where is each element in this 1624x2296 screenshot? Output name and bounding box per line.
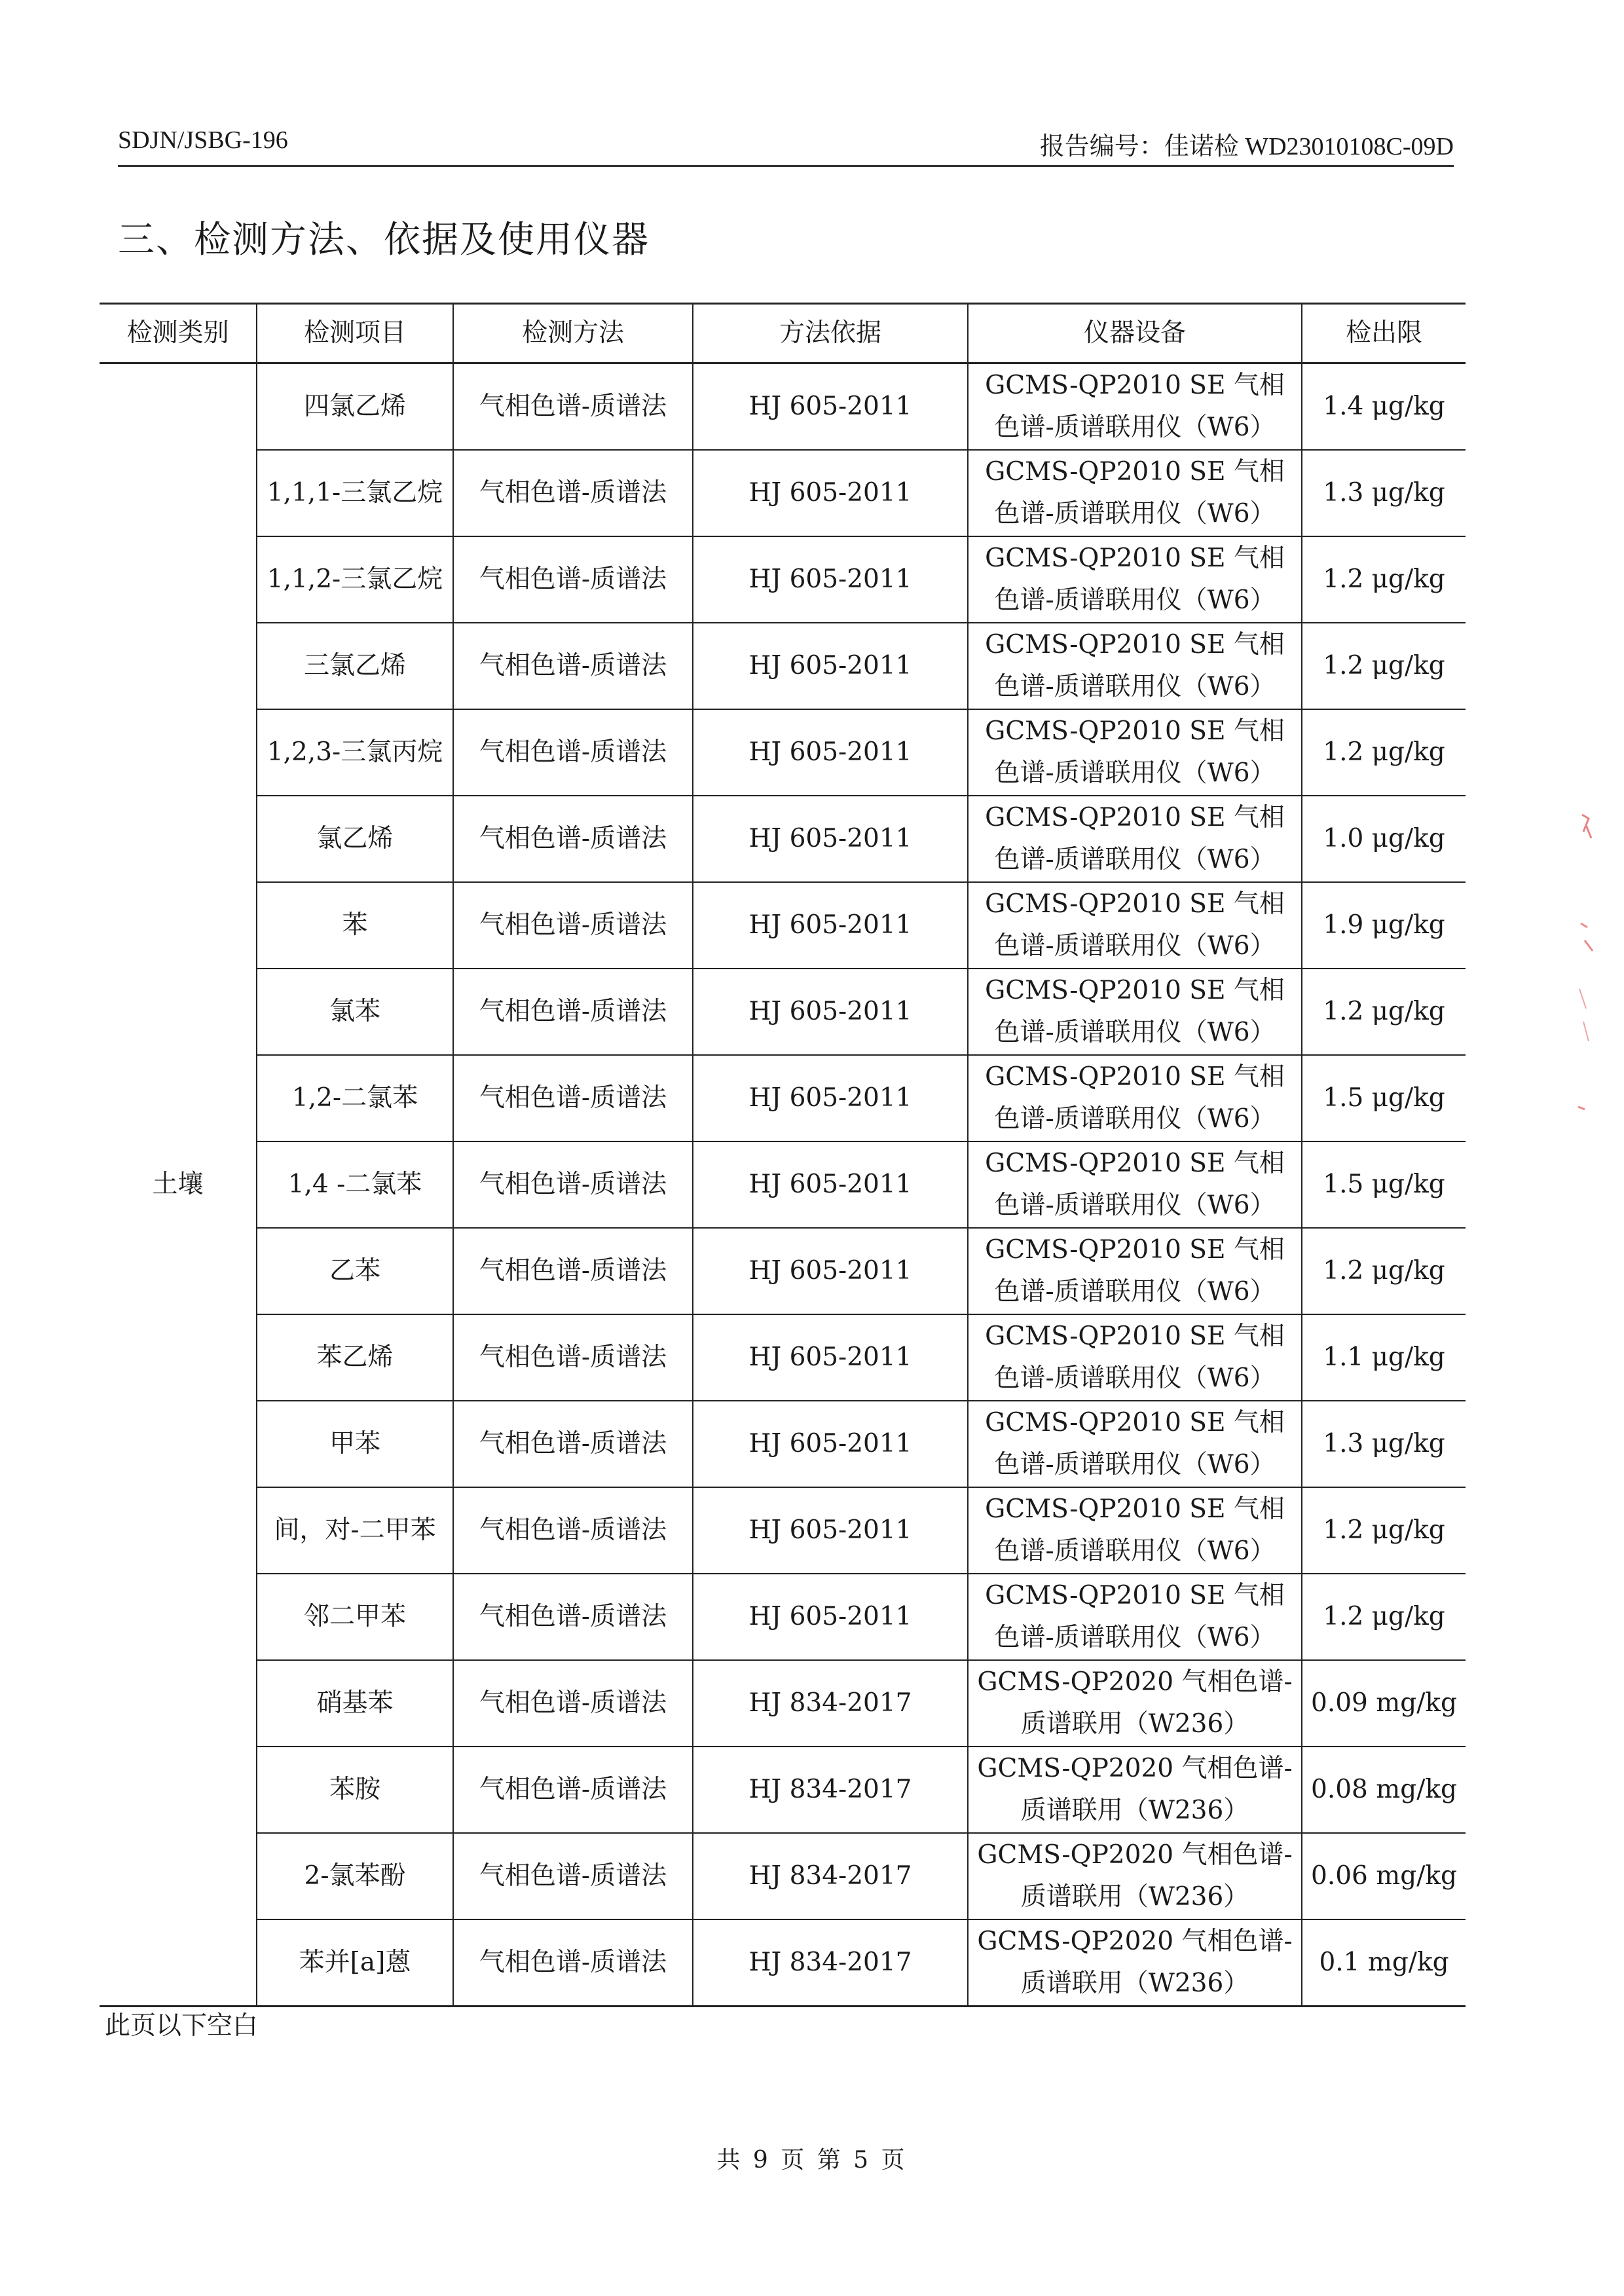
method-cell: 气相色谱-质谱法: [453, 450, 693, 536]
basis-cell: HJ 605-2011: [693, 363, 968, 451]
header-method: 检测方法: [453, 304, 693, 363]
basis-cell: HJ 605-2011: [693, 536, 968, 623]
instrument-cell: GCMS-QP2010 SE 气相色谱-质谱联用仪（W6）: [968, 363, 1302, 451]
limit-cell: 1.5 μg/kg: [1302, 1055, 1466, 1141]
limit-cell: 1.1 μg/kg: [1302, 1314, 1466, 1401]
limit-cell: 1.2 μg/kg: [1302, 709, 1466, 796]
basis-cell: HJ 605-2011: [693, 1314, 968, 1401]
method-cell: 气相色谱-质谱法: [453, 1141, 693, 1228]
basis-cell: HJ 605-2011: [693, 969, 968, 1055]
page-number: 共 9 页 第 5 页: [716, 2147, 908, 2174]
instrument-cell: GCMS-QP2010 SE 气相色谱-质谱联用仪（W6）: [968, 1574, 1302, 1660]
item-cell: 四氯乙烯: [257, 363, 453, 451]
item-cell: 1,1,2-三氯乙烷: [257, 536, 453, 623]
basis-cell: HJ 605-2011: [693, 1487, 968, 1574]
table-row: [100, 1141, 1466, 1228]
item-cell: 甲苯: [257, 1401, 453, 1487]
header-basis: 方法依据: [693, 304, 968, 363]
limit-cell: 1.0 μg/kg: [1302, 796, 1466, 882]
limit-cell: 1.2 μg/kg: [1302, 1574, 1466, 1660]
limit-cell: 1.5 μg/kg: [1302, 1141, 1466, 1228]
item-cell: 2-氯苯酚: [257, 1833, 453, 1919]
instrument-cell: GCMS-QP2020 气相色谱-质谱联用（W236）: [968, 1833, 1302, 1919]
report-number: 报告编号：佳诺检 WD23010108C-09D: [1039, 133, 1454, 160]
table-row: [100, 623, 1466, 709]
limit-cell: 1.9 μg/kg: [1302, 882, 1466, 969]
header-limit: 检出限: [1302, 304, 1466, 363]
category-cell: 土壤: [100, 363, 257, 2007]
table-row: [100, 1833, 1466, 1919]
item-cell: 1,1,1-三氯乙烷: [257, 450, 453, 536]
method-cell: 气相色谱-质谱法: [453, 969, 693, 1055]
limit-cell: 0.08 mg/kg: [1302, 1747, 1466, 1833]
limit-cell: 1.2 μg/kg: [1302, 1228, 1466, 1314]
table-row: [100, 450, 1466, 536]
instrument-cell: GCMS-QP2010 SE 气相色谱-质谱联用仪（W6）: [968, 1401, 1302, 1487]
basis-cell: HJ 605-2011: [693, 1574, 968, 1660]
basis-cell: HJ 605-2011: [693, 796, 968, 882]
method-cell: 气相色谱-质谱法: [453, 1228, 693, 1314]
method-cell: 气相色谱-质谱法: [453, 1747, 693, 1833]
method-cell: 气相色谱-质谱法: [453, 882, 693, 969]
limit-cell: 0.09 mg/kg: [1302, 1660, 1466, 1747]
instrument-cell: GCMS-QP2010 SE 气相色谱-质谱联用仪（W6）: [968, 536, 1302, 623]
method-cell: 气相色谱-质谱法: [453, 536, 693, 623]
basis-cell: HJ 605-2011: [693, 1228, 968, 1314]
method-cell: 气相色谱-质谱法: [453, 1660, 693, 1747]
method-cell: 气相色谱-质谱法: [453, 1574, 693, 1660]
basis-cell: HJ 834-2017: [693, 1919, 968, 2007]
page-header: [118, 124, 1454, 167]
basis-cell: HJ 605-2011: [693, 1055, 968, 1141]
method-cell: 气相色谱-质谱法: [453, 1919, 693, 2007]
instrument-cell: GCMS-QP2010 SE 气相色谱-质谱联用仪（W6）: [968, 969, 1302, 1055]
item-cell: 邻二甲苯: [257, 1574, 453, 1660]
item-cell: 间，对-二甲苯: [257, 1487, 453, 1574]
method-cell: 气相色谱-质谱法: [453, 363, 693, 451]
table-row: [100, 1660, 1466, 1747]
instrument-cell: GCMS-QP2020 气相色谱-质谱联用（W236）: [968, 1747, 1302, 1833]
table-row: [100, 363, 1466, 451]
table-row: [100, 1314, 1466, 1401]
item-cell: 乙苯: [257, 1228, 453, 1314]
table-row: [100, 1401, 1466, 1487]
table-row: [100, 882, 1466, 969]
method-cell: 气相色谱-质谱法: [453, 1401, 693, 1487]
method-cell: 气相色谱-质谱法: [453, 1055, 693, 1141]
instrument-cell: GCMS-QP2010 SE 气相色谱-质谱联用仪（W6）: [968, 882, 1302, 969]
item-cell: 苯: [257, 882, 453, 969]
basis-cell: HJ 834-2017: [693, 1833, 968, 1919]
item-cell: 三氯乙烯: [257, 623, 453, 709]
table-row: [100, 1747, 1466, 1833]
limit-cell: 1.2 μg/kg: [1302, 536, 1466, 623]
table-row: [100, 536, 1466, 623]
table-body: [100, 363, 1466, 2007]
limit-cell: 1.4 μg/kg: [1302, 363, 1466, 451]
limit-cell: 1.3 μg/kg: [1302, 450, 1466, 536]
limit-cell: 1.2 μg/kg: [1302, 623, 1466, 709]
item-cell: 1,2,3-三氯丙烷: [257, 709, 453, 796]
basis-cell: HJ 605-2011: [693, 1401, 968, 1487]
item-cell: 苯乙烯: [257, 1314, 453, 1401]
seal-fragment-icon: [1574, 812, 1600, 1126]
header-instrument: 仪器设备: [968, 304, 1302, 363]
instrument-cell: GCMS-QP2010 SE 气相色谱-质谱联用仪（W6）: [968, 1228, 1302, 1314]
basis-cell: HJ 605-2011: [693, 1141, 968, 1228]
header-category: 检测类别: [100, 304, 257, 363]
table-row: [100, 1487, 1466, 1574]
limit-cell: 1.2 μg/kg: [1302, 969, 1466, 1055]
limit-cell: 0.1 mg/kg: [1302, 1919, 1466, 2007]
basis-cell: HJ 834-2017: [693, 1660, 968, 1747]
instrument-cell: GCMS-QP2020 气相色谱-质谱联用（W236）: [968, 1919, 1302, 2007]
item-cell: 苯胺: [257, 1747, 453, 1833]
method-cell: 气相色谱-质谱法: [453, 1487, 693, 1574]
method-cell: 气相色谱-质谱法: [453, 1314, 693, 1401]
method-cell: 气相色谱-质谱法: [453, 623, 693, 709]
basis-cell: HJ 605-2011: [693, 623, 968, 709]
instrument-cell: GCMS-QP2010 SE 气相色谱-质谱联用仪（W6）: [968, 1487, 1302, 1574]
method-cell: 气相色谱-质谱法: [453, 1833, 693, 1919]
method-cell: 气相色谱-质谱法: [453, 709, 693, 796]
table-row: [100, 709, 1466, 796]
basis-cell: HJ 605-2011: [693, 450, 968, 536]
instrument-cell: GCMS-QP2010 SE 气相色谱-质谱联用仪（W6）: [968, 1141, 1302, 1228]
table-row: [100, 969, 1466, 1055]
item-cell: 氯苯: [257, 969, 453, 1055]
item-cell: 1,2-二氯苯: [257, 1055, 453, 1141]
item-cell: 苯并[a]蒽: [257, 1919, 453, 2007]
table-row: [100, 796, 1466, 882]
limit-cell: 0.06 mg/kg: [1302, 1833, 1466, 1919]
limit-cell: 1.2 μg/kg: [1302, 1487, 1466, 1574]
item-cell: 1,4 -二氯苯: [257, 1141, 453, 1228]
header-item: 检测项目: [257, 304, 453, 363]
basis-cell: HJ 834-2017: [693, 1747, 968, 1833]
instrument-cell: GCMS-QP2010 SE 气相色谱-质谱联用仪（W6）: [968, 796, 1302, 882]
methods-table: [100, 303, 1466, 2007]
instrument-cell: GCMS-QP2010 SE 气相色谱-质谱联用仪（W6）: [968, 1314, 1302, 1401]
item-cell: 氯乙烯: [257, 796, 453, 882]
method-cell: 气相色谱-质谱法: [453, 796, 693, 882]
item-cell: 硝基苯: [257, 1660, 453, 1747]
table-row: [100, 1055, 1466, 1141]
instrument-cell: GCMS-QP2010 SE 气相色谱-质谱联用仪（W6）: [968, 450, 1302, 536]
instrument-cell: GCMS-QP2010 SE 气相色谱-质谱联用仪（W6）: [968, 623, 1302, 709]
basis-cell: HJ 605-2011: [693, 709, 968, 796]
table-header-row: [100, 304, 1466, 363]
table-row: [100, 1574, 1466, 1660]
section-title: 三、检测方法、依据及使用仪器: [118, 219, 650, 261]
blank-below-note: 此页以下空白: [105, 2011, 259, 2041]
document-code: SDJN/JSBG-196: [118, 126, 288, 154]
instrument-cell: GCMS-QP2010 SE 气相色谱-质谱联用仪（W6）: [968, 1055, 1302, 1141]
instrument-cell: GCMS-QP2020 气相色谱-质谱联用（W236）: [968, 1660, 1302, 1747]
limit-cell: 1.3 μg/kg: [1302, 1401, 1466, 1487]
table-row: [100, 1228, 1466, 1314]
instrument-cell: GCMS-QP2010 SE 气相色谱-质谱联用仪（W6）: [968, 709, 1302, 796]
basis-cell: HJ 605-2011: [693, 882, 968, 969]
table-row: [100, 1919, 1466, 2007]
